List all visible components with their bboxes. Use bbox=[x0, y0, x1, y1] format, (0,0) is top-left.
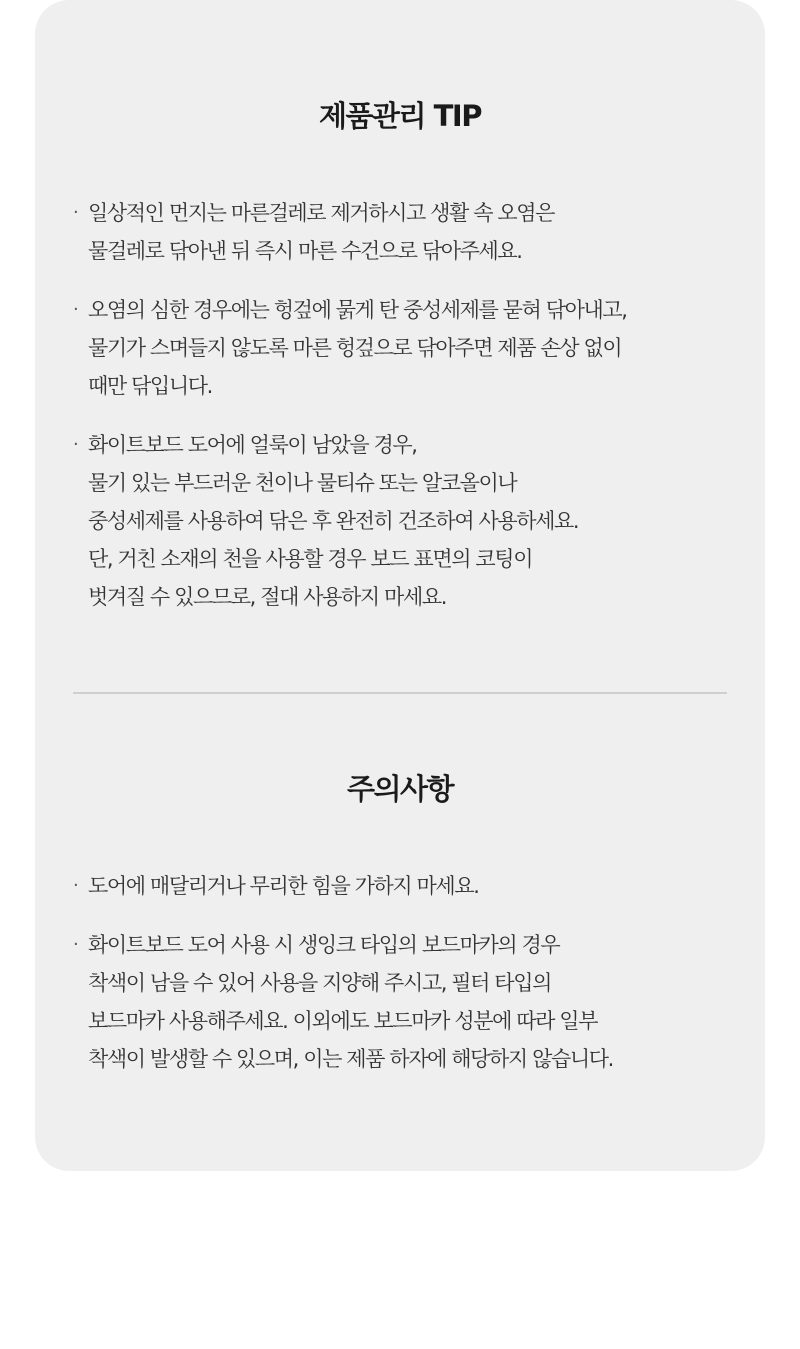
care-tip-line: 물걸레로 닦아낸 뒤 즉시 마른 수건으로 닦아주세요. bbox=[88, 239, 522, 263]
caution-line: 화이트보드 도어 사용 시 생잉크 타입의 보드마카의 경우 bbox=[88, 933, 560, 957]
caution-line: 보드마카 사용해주세요. 이외에도 보드마카 성분에 따라 일부 bbox=[88, 1009, 598, 1033]
care-tip-item bbox=[73, 291, 745, 405]
caution-item bbox=[73, 867, 745, 905]
care-tip-line: 단, 거친 소재의 천을 사용할 경우 보드 표면의 코팅이 bbox=[88, 547, 533, 571]
care-tips-title: 제품관리 TIP bbox=[319, 99, 481, 133]
care-tip-line: 오염의 심한 경우에는 헝겊에 묽게 탄 중성세제를 묻혀 닦아내고, bbox=[88, 298, 627, 322]
bullet-dot: · bbox=[73, 434, 79, 455]
care-tip-line: 중성세제를 사용하여 닦은 후 완전히 건조하여 사용하세요. bbox=[88, 509, 579, 533]
cautions-title: 주의사항 bbox=[346, 772, 454, 806]
care-tip-item bbox=[73, 426, 745, 616]
care-tip-line: 때만 닦입니다. bbox=[88, 374, 212, 398]
bullet-dot: · bbox=[73, 202, 79, 223]
care-tip-line: 물기가 스며들지 않도록 마른 헝겊으로 닦아주면 제품 손상 없이 bbox=[88, 336, 622, 360]
caution-line: 도어에 매달리거나 무리한 힘을 가하지 마세요. bbox=[88, 874, 479, 898]
caution-line: 착색이 발생할 수 있으며, 이는 제품 하자에 해당하지 않습니다. bbox=[88, 1047, 613, 1071]
bullet-dot: · bbox=[73, 875, 79, 896]
care-tip-line: 물기 있는 부드러운 천이나 물티슈 또는 알코올이나 bbox=[88, 471, 517, 495]
section-divider bbox=[73, 692, 727, 694]
caution-line: 착색이 남을 수 있어 사용을 지양해 주시고, 필터 타입의 bbox=[88, 971, 551, 995]
care-tip-line: 화이트보드 도어에 얼룩이 남았을 경우, bbox=[88, 433, 417, 457]
bullet-dot: · bbox=[73, 299, 79, 320]
care-tip-line: 벗겨질 수 있으므로, 절대 사용하지 마세요. bbox=[88, 585, 446, 609]
care-tips-list bbox=[73, 194, 745, 637]
caution-item bbox=[73, 926, 745, 1078]
care-tip-line: 일상적인 먼지는 마른걸레로 제거하시고 생활 속 오염은 bbox=[88, 201, 555, 225]
care-notice-card bbox=[35, 0, 765, 1171]
bullet-dot: · bbox=[73, 934, 79, 955]
cautions-list bbox=[73, 867, 745, 1099]
care-tip-item bbox=[73, 194, 745, 270]
